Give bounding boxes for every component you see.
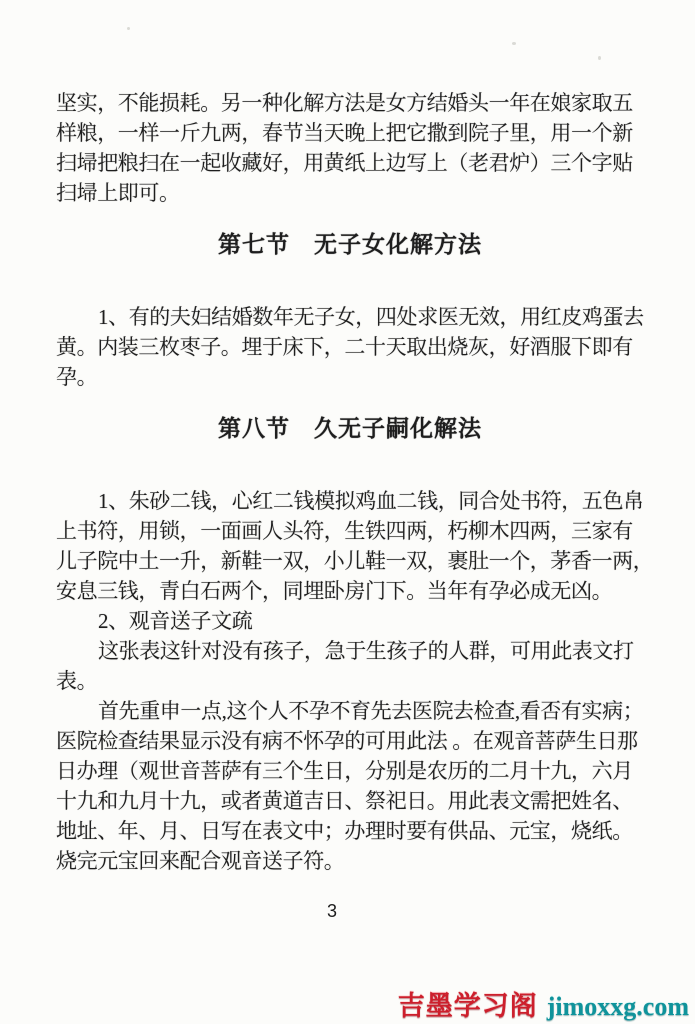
text-line: 医院检查结果显示没有病不怀孕的可用此法 。在观音菩萨生日那 bbox=[56, 729, 638, 753]
page-number: 3 bbox=[326, 901, 337, 921]
text-line: 黄。内装三枚枣子。埋于床下，二十天取出烧灰，好酒服下即有 bbox=[56, 335, 633, 359]
text-line: 上书符，用锁，一面画人头符，生铁四两，朽柳木四两，三家有 bbox=[56, 519, 633, 543]
text-line: 烧完元宝回来配合观音送子符。 bbox=[56, 849, 345, 873]
watermark bbox=[398, 984, 689, 1023]
text-line: 1、朱砂二钱，心红二钱模拟鸡血二钱，同合处书符，五色帛 bbox=[98, 489, 644, 513]
text-line: 这张表这针对没有孩子，急于生孩子的人群，可用此表文打 bbox=[98, 639, 634, 663]
text-line: 扫埽上即可。 bbox=[56, 181, 180, 205]
paragraph bbox=[56, 696, 644, 876]
section-heading: 第八节 久无子嗣化解法 bbox=[218, 416, 482, 441]
text-line: 地址、年、月、日写在表文中；办理时要有供品、元宝，烧纸。 bbox=[56, 819, 633, 843]
section-heading: 第七节 无子女化解方法 bbox=[218, 232, 482, 257]
text-line: 孕。 bbox=[56, 365, 98, 389]
text-line: 日办理（观世音菩萨有三个生日，分别是农历的二月十九，六月 bbox=[56, 759, 633, 783]
text-line: 首先重申一点,这个人不孕不育先去医院去检查,看否有实病； bbox=[98, 699, 644, 723]
paragraph bbox=[56, 606, 644, 636]
text-line: 样粮，一样一斤九两，春节当天晚上把它撒到院子里，用一个新 bbox=[56, 121, 633, 145]
text-line: 安息三钱，青白石两个，同埋卧房门下。当年有孕必成无凶。 bbox=[56, 579, 613, 603]
watermark-site-name: 吉墨学习阁 bbox=[397, 991, 538, 1021]
paragraph bbox=[56, 88, 644, 208]
text-line: 儿子院中土一升，新鞋一双，小儿鞋一双，裹肚一个，茅香一两， bbox=[56, 549, 654, 573]
text-line: 坚实，不能损耗。另一种化解方法是女方结婚头一年在娘家取五 bbox=[56, 91, 633, 115]
text-line: 扫埽把粮扫在一起收藏好，用黄纸上边写上（老君炉）三个字贴 bbox=[56, 151, 633, 175]
text-line: 表。 bbox=[56, 669, 98, 693]
watermark-site-url: jimoxxg.com bbox=[546, 992, 689, 1021]
text-column bbox=[56, 88, 654, 876]
scan-speck bbox=[127, 27, 130, 30]
paragraph bbox=[56, 486, 654, 606]
text-line: 十九和九月十九，或者黄道吉日、祭祀日。用此表文需把姓名、 bbox=[56, 789, 633, 813]
text-line: 2、观音送子文疏 bbox=[98, 609, 253, 633]
paragraph bbox=[56, 636, 644, 696]
scan-speck bbox=[512, 42, 516, 45]
paragraph bbox=[56, 302, 644, 392]
text-line: 1、有的夫妇结婚数年无子女，四处求医无效，用红皮鸡蛋去 bbox=[98, 305, 644, 329]
scan-speck bbox=[598, 56, 601, 60]
